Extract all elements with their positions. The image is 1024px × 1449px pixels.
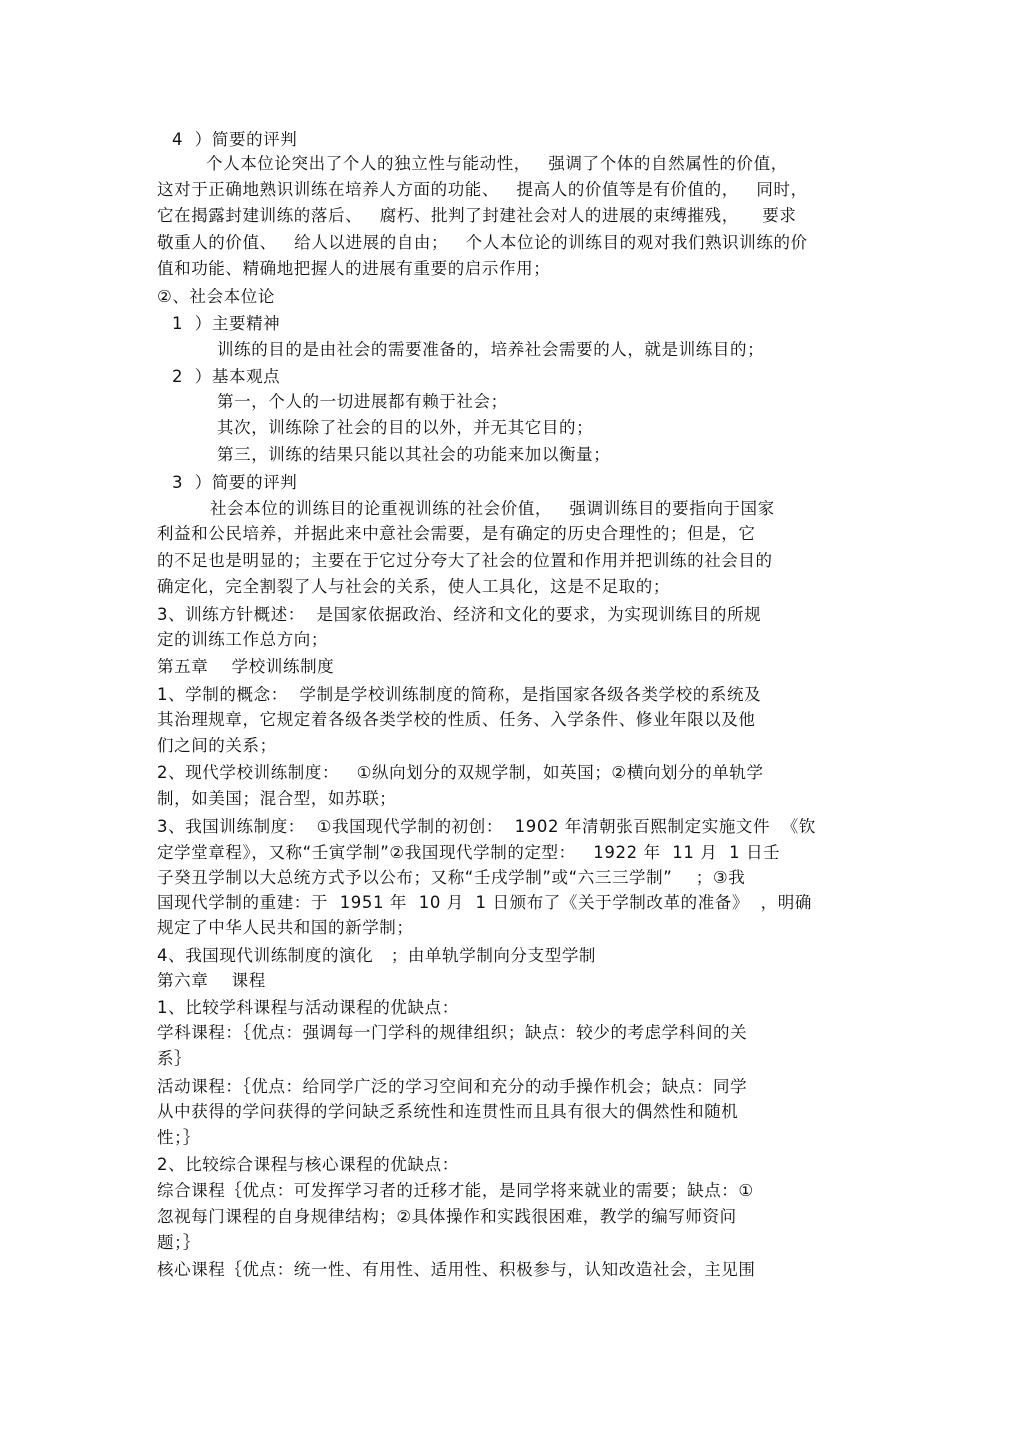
text-line: 其次，训练除了社会的目的以外，并无其它目的； bbox=[217, 418, 594, 437]
text-line: 利益和公民培养，并据此来中意社会需要，是有确定的历史合理性的；但是，它 bbox=[157, 524, 756, 543]
text-line: 规定了中华人民共和国的新学制； bbox=[157, 918, 414, 937]
text-line: 它在揭露封建训练的落后、 腐朽、批判了封建社会对人的进展的束缚摧残， 要求 bbox=[157, 206, 797, 225]
text-line: 活动课程：｛优点：给同学广泛的学习空间和充分的动手操作机会；缺点：同学 bbox=[157, 1077, 748, 1096]
text-line: 的不足也是明显的；主要在于它过分夸大了社会的位置和作用并把训练的社会目的 bbox=[157, 551, 773, 570]
text-line: 核心课程｛优点：统一性、有用性、适用性、积极参与，认知改造社会，主见围 bbox=[157, 1260, 756, 1279]
text-line: 2、比较综合课程与核心课程的优缺点： bbox=[157, 1155, 459, 1174]
text-line: 3 ）简要的评判 bbox=[172, 473, 298, 492]
chapter-heading: 第六章 课程 bbox=[157, 971, 266, 990]
text-line: 敬重人的价值、 给人以进展的自由； 个人本位论的训练目的观对我们熟识训练的价 bbox=[157, 233, 808, 252]
text-line: 第一，个人的一切进展都有赖于社会； bbox=[217, 392, 508, 411]
text-line: 定学堂章程》，又称“壬寅学制”②我国现代学制的定型： 1922 年 11 月 1 日壬 bbox=[157, 843, 781, 862]
text-line: 4、我国现代训练制度的演化 ；由单轨学制向分支型学制 bbox=[157, 946, 597, 965]
text-line: 第三，训练的结果只能以其社会的功能来加以衡量； bbox=[217, 445, 611, 464]
text-line: 这对于正确地熟识训练在培养人方面的功能、 提高人的价值等是有价值的， 同时， bbox=[157, 180, 808, 199]
text-line: 个人本位论突出了个人的独立性与能动性， 强调了个体的自然属性的价值， bbox=[206, 154, 788, 173]
text-line: 值和功能、精确地把握人的进展有重要的启示作用； bbox=[157, 259, 551, 278]
text-line: 制，如美国；混合型，如苏联； bbox=[157, 789, 397, 808]
section-heading: ②、社会本位论 bbox=[157, 287, 275, 306]
text-line: 4 ）简要的评判 bbox=[172, 130, 298, 149]
text-line: 1、学制的概念： 学制是学校训练制度的简称，是指国家各级各类学校的系统及 bbox=[157, 685, 762, 704]
text-line: 1 ）主要精神 bbox=[172, 314, 281, 333]
text-line: 定的训练工作总方向； bbox=[157, 630, 328, 649]
text-line: 性；｝ bbox=[157, 1128, 201, 1147]
text-line: 题；｝ bbox=[157, 1233, 201, 1252]
text-line: 子癸丑学制以大总统方式予以公布；又称“壬戌学制”或“六三三学制” ；③我 bbox=[157, 868, 746, 887]
text-line: 综合课程｛优点：可发挥学习者的迁移才能，是同学将来就业的需要；缺点：① bbox=[157, 1181, 754, 1200]
text-line: 确定化，完全割裂了人与社会的关系，使人工具化，这是不足取的； bbox=[157, 577, 670, 596]
text-line: 3、训练方针概述： 是国家依据政治、经济和文化的要求，为实现训练目的所规 bbox=[157, 605, 762, 624]
text-line: 们之间的关系； bbox=[157, 736, 277, 755]
text-line: 其治理规章，它规定着各级各类学校的性质、任务、入学条件、修业年限以及他 bbox=[157, 710, 756, 729]
text-line: 从中获得的学问获得的学问缺乏系统性和连贯性而且具有很大的偶然性和随机 bbox=[157, 1102, 739, 1121]
text-line: 3、我国训练制度： ①我国现代学制的初创： 1902 年清朝张百熙制定实施文件 《钦 bbox=[157, 817, 816, 836]
text-line: 学科课程：｛优点：强调每一门学科的规律组织；缺点：较少的考虑学科间的关 bbox=[157, 1023, 748, 1042]
text-line: 2 ）基本观点 bbox=[172, 367, 281, 386]
text-line: 训练的目的是由社会的需要准备的，培养社会需要的人，就是训练目的； bbox=[217, 340, 765, 359]
text-line: 2、现代学校训练制度： ①纵向划分的双规学制，如英国；②横向划分的单轨学 bbox=[157, 763, 764, 782]
chapter-heading: 第五章 学校训练制度 bbox=[157, 657, 335, 676]
text-line: 社会本位的训练目的论重视训练的社会价值， 强调训练目的要指向于国家 bbox=[210, 499, 775, 518]
text-line: 国现代学制的重建：于 1951 年 10 月 1 日颁布了《关于学制改革的准备》 ，明确 bbox=[157, 893, 812, 912]
text-line: 1、比较学科课程与活动课程的优缺点： bbox=[157, 998, 459, 1017]
text-line: 系｝ bbox=[157, 1049, 192, 1068]
text-line: 忽视每门课程的自身规律结构；②具体操作和实践很困难，教学的编写师资问 bbox=[157, 1207, 737, 1226]
